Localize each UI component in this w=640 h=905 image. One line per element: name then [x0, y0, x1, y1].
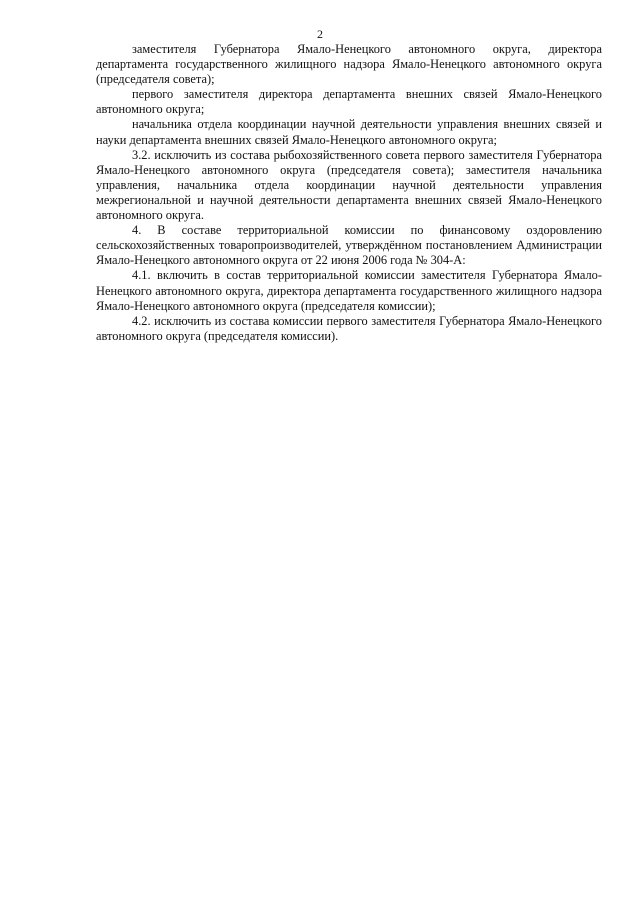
paragraph-4-commission: 4. В составе территориальной комиссии по финансовому оздоровлению сельскохозяйственных товаропроизводителей, утверждённом постановлением Администрации Ямало-Ненецкого автономного округа от 22 июня 2006 года № 304-А: [96, 223, 602, 268]
paragraph-head-of-science-department: начальника отдела координации научной деятельности управления внешних связей и науки департамента внешних связей Ямало-Ненецкого автономного округа; [96, 117, 602, 147]
paragraph-4-1-include: 4.1. включить в состав территориальной комиссии заместителя Губернатора Ямало-Ненецкого автономного округа, директора департамента государственного жилищного надзора Ямало-Ненецкого автономного округа (председателя комиссии); [96, 268, 602, 313]
paragraph-3-2-exclude: 3.2. исключить из состава рыбохозяйственного совета первого заместителя Губернатора Ямало-Ненецкого автономного округа (председателя совета); заместителя начальника управления, начальника отдела координации научной деятельности управления межрегиональной и научной деятельности департамента внешних связей Ямало-Ненецкого автономного округа. [96, 147, 602, 223]
paragraph-deputy-governor: заместителя Губернатора Ямало-Ненецкого автономного округа, директора департамента государственного жилищного надзора Ямало-Ненецкого автономного округа (председателя совета); [96, 42, 602, 87]
page-number: 2 [317, 27, 323, 41]
paragraph-4-2-exclude: 4.2. исключить из состава комиссии первого заместителя Губернатора Ямало-Ненецкого автономного округа (председателя комиссии). [96, 313, 602, 343]
document-body [96, 42, 602, 344]
paragraph-first-deputy-director: первого заместителя директора департамента внешних связей Ямало-Ненецкого автономного округа; [96, 87, 602, 117]
